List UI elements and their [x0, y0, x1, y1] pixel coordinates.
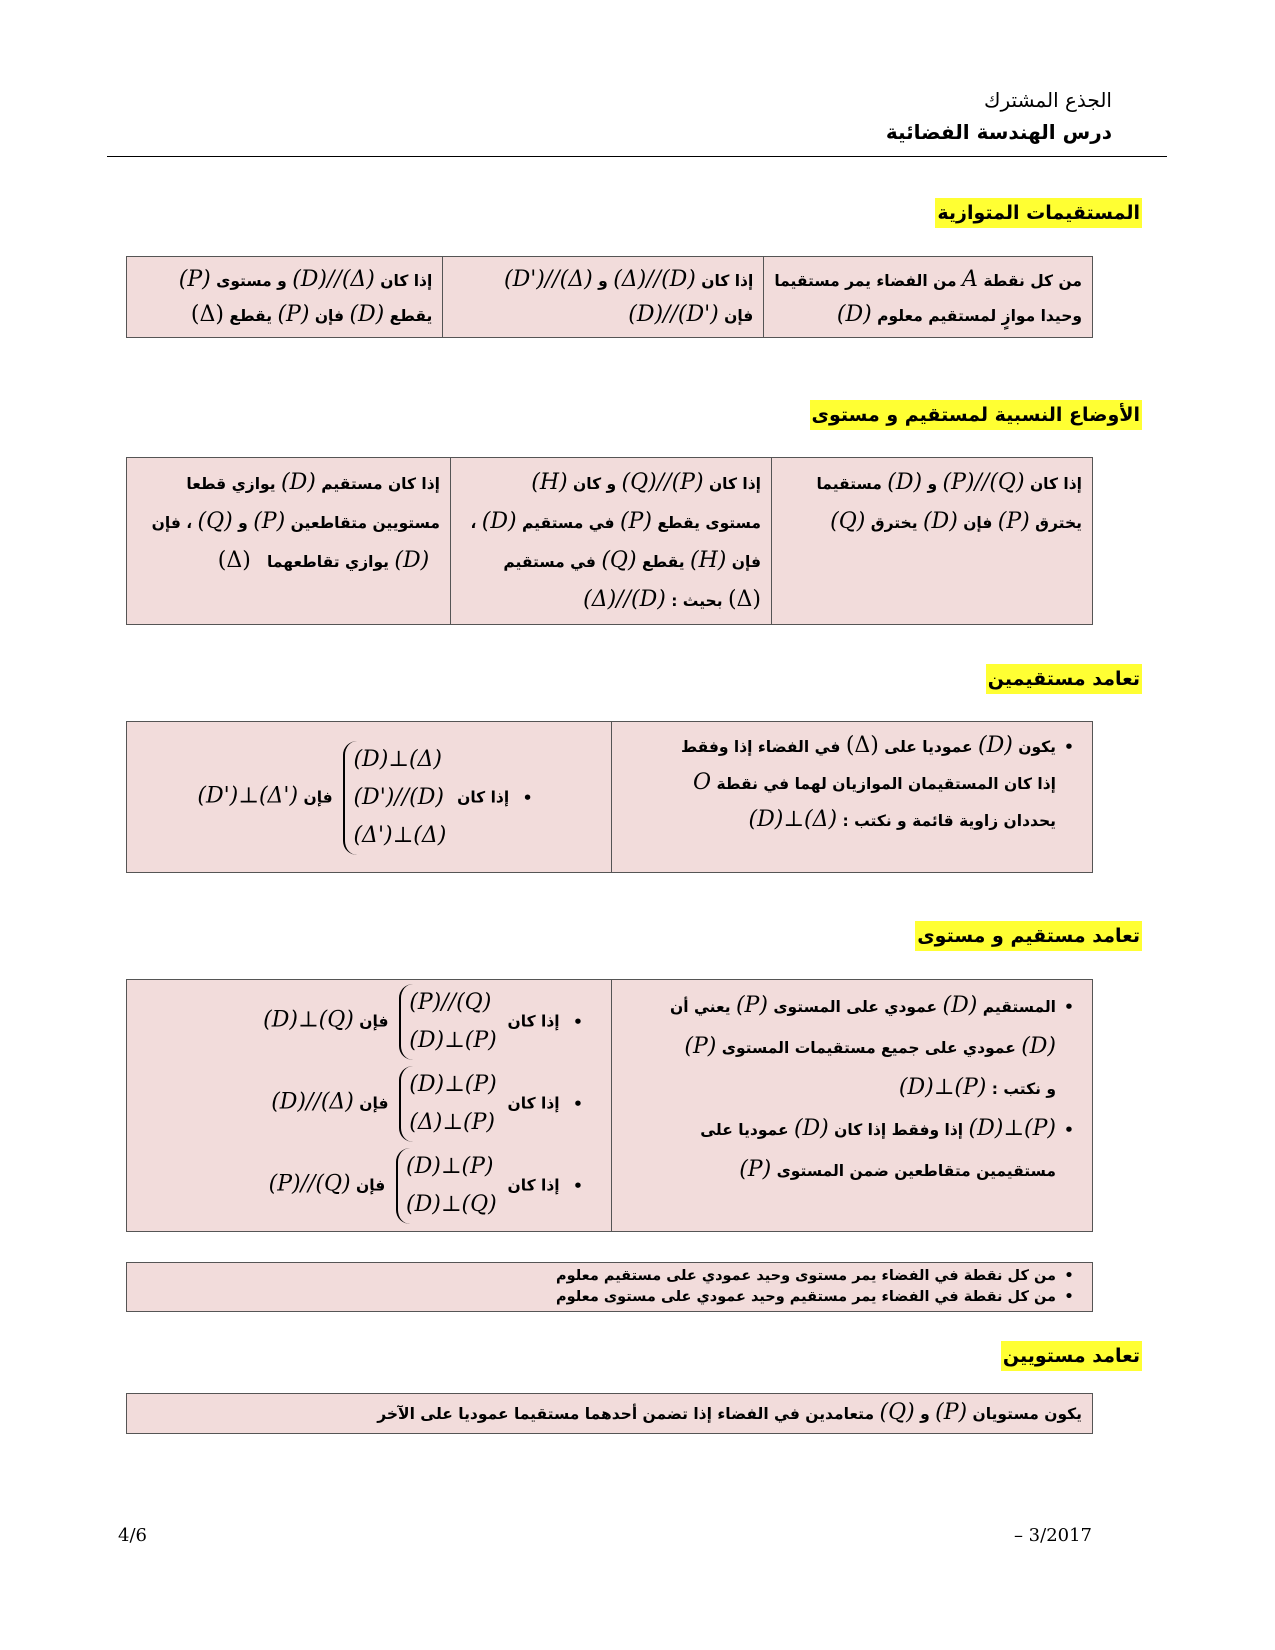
section-title-parallel-lines: المستقيمات المتوازية — [935, 198, 1142, 228]
line-plane-perp-table — [126, 979, 1093, 1232]
notes-cell — [127, 1263, 1093, 1312]
line-plane-perp-properties: • إذا كان (P)//(Q) (D)⊥(P) فإن (D)⊥(Q) • إذا كان (D)⊥(P) (Δ)⊥(P) فإن (D)//(Δ) • إذا كان (D)⊥(P) (D)⊥(Q) فإن (P)//(Q) — [127, 980, 612, 1232]
system-brace: (D)⊥(Δ) (D')//(D) (Δ')⊥(Δ) — [343, 741, 446, 855]
section-title-line-plane-perpendicular: تعامد مستقيم و مستوى — [915, 921, 1142, 951]
parallel-cell-1: من كل نقطة A من الفضاء يمر مستقيما وحيدا موازٍ لمستقيم معلوم (D) — [764, 257, 1093, 338]
perpendicular-planes-cell: يكون مستويان (P) و (Q) متعامدين في الفضاء إذا تضمن أحدهما مستقيما عموديا على الآخر — [127, 1394, 1093, 1434]
header-lesson-title: درس الهندسة الفضائية — [885, 120, 1112, 144]
line-plane-cell-3: إذا كان مستقيم (D) يوازي قطعا مستويين متقاطعين (P) و (Q) ، فإن (D) يوازي تقاطعهما (Δ) — [127, 458, 451, 625]
note-2: • من كل نقطة في الفضاء يمر مستقيم وحيد عمودي على مستوى معلوم — [137, 1287, 1082, 1308]
section-title-perpendicular-planes: تعامد مستويين — [1001, 1341, 1142, 1371]
footer-date: – 3/2017 — [1013, 1525, 1092, 1546]
parallel-lines-table — [126, 256, 1093, 338]
perp-lines-definition: • يكون (D) عموديا على (Δ) في الفضاء إذا وفقط إذا كان المستقيمان الموازيان لهما في نقطة O يحددان زاوية قائمة و نكتب : (D)⊥(Δ) — [612, 722, 1093, 873]
perpendicular-lines-table — [126, 721, 1093, 873]
parallel-cell-2: إذا كان (Δ)//(D) و (D')//(Δ) فإن (D)//(D') — [443, 257, 764, 338]
line-plane-table — [126, 457, 1093, 625]
section-title-line-plane-positions: الأوضاع النسبية لمستقيم و مستوى — [810, 400, 1142, 430]
page-number: 4/6 — [118, 1525, 147, 1546]
perp-lines-property: • إذا كان (D)⊥(Δ) (D')//(D) (Δ')⊥(Δ) فإن (D')⊥(Δ') — [127, 722, 612, 873]
line-plane-perp-definitions: • المستقيم (D) عمودي على المستوى (P) يعني أن (D) عمودي على جميع مستقيمات المستوى (P) و نكتب : (D)⊥(P) • (D)⊥(P) إذا وفقط إذا كان (D) عموديا على مستقيمين متقاطعين ضمن المستوى (P) — [612, 980, 1093, 1232]
parallel-cell-3: إذا كان (D)//(Δ) و مستوى (P) يقطع (D) فإن (P) يقطع (Δ) — [127, 257, 443, 338]
section-title-perpendicular-lines: تعامد مستقيمين — [986, 664, 1142, 694]
perpendicular-planes-box — [126, 1393, 1093, 1434]
note-1: • من كل نقطة في الفضاء يمر مستوى وحيد عمودي على مستقيم معلوم — [137, 1266, 1082, 1287]
notes-box — [126, 1262, 1093, 1312]
line-plane-cell-2: إذا كان (Q)//(P) و كان (H) مستوى يقطع (P) في مستقيم (D) ، فإن (H) يقطع (Q) في مستقيم (Δ) بحيث : (Δ)//(D) — [451, 458, 772, 625]
header-divider — [107, 156, 1167, 157]
header-level: الجذع المشترك — [984, 88, 1112, 112]
line-plane-cell-1: إذا كان (P)//(Q) و (D) مستقيما يخترق (P) فإن (D) يخترق (Q) — [772, 458, 1093, 625]
